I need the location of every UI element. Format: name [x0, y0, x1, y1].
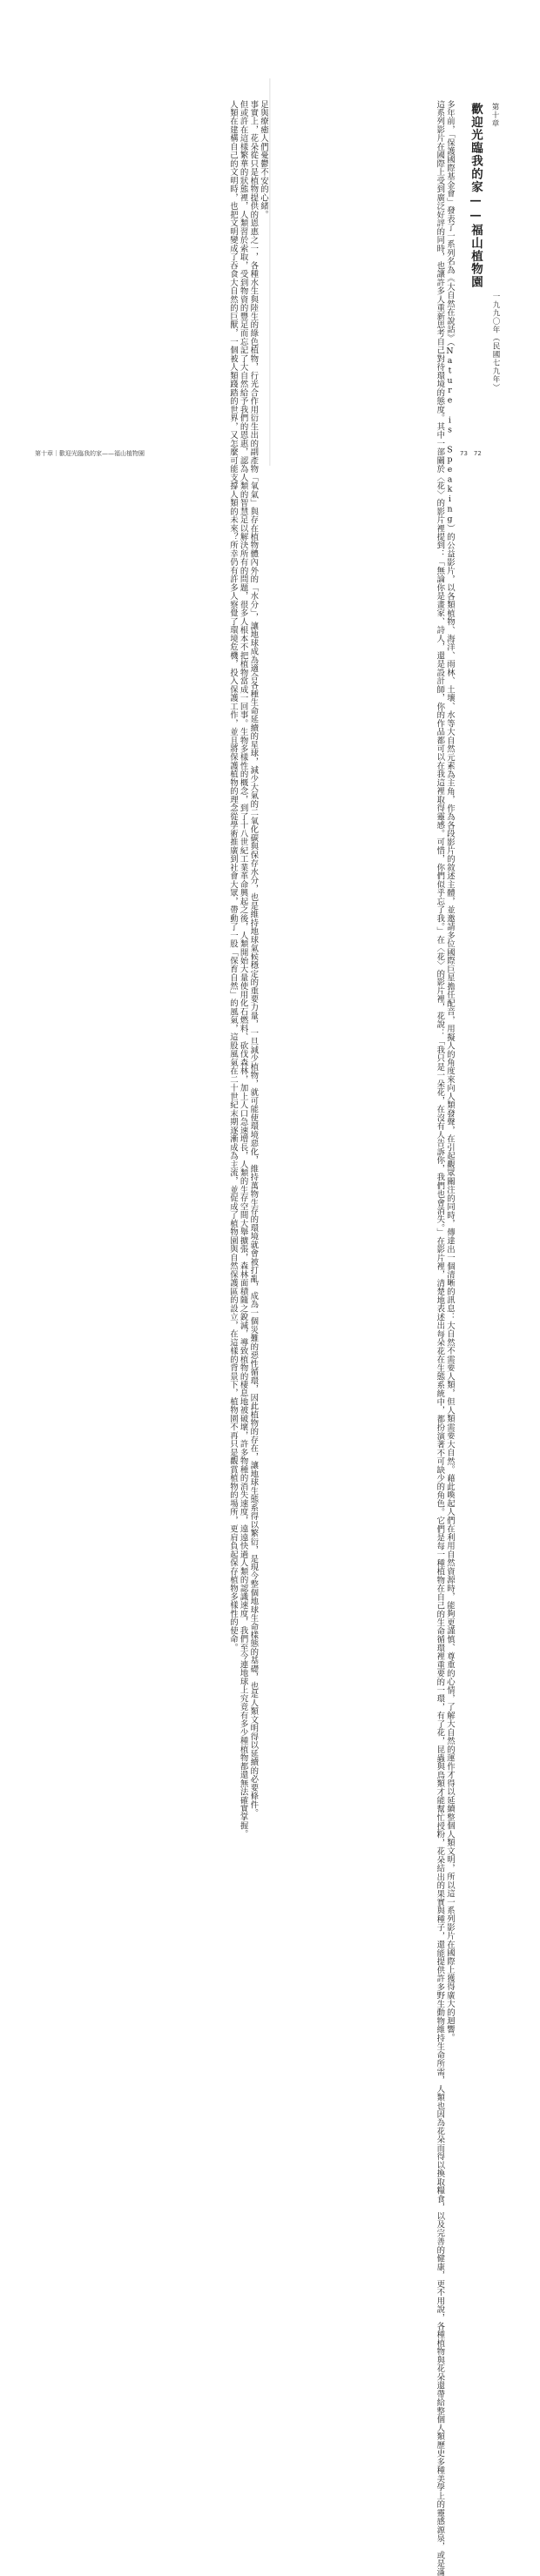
- left-paragraph-1: 足與療癒人們憂鬱不安的心緒。: [259, 100, 268, 219]
- left-running-footer: 第十章｜歡迎光臨我的家——福山植物園: [35, 450, 145, 457]
- left-paragraph-2: 事實上，花朵從只是植物提供的恩惠之一，各種水生與陸生的綠色植物，行光合作用衍生出的副產物「氧氣」與存在植物體內外的「水分」，讓地球成為適合各種生命延續的星球，減少大氣的二氧化碳與保存水分，也是維持地球氣候穩定的重要力量，一旦減少植物，就可能使環境惡化，維持萬物生存的環境就會被打亂，成為一個災難的惡性循環，因此植物的存在，讓地球生態系得以繁衍，是現今整個地球生命樣態的基礎，也是人類文明得以延續的必要條件。: [248, 100, 259, 1818]
- chapter-label: 第十章: [490, 103, 499, 128]
- left-paragraph-4: 人類在建構自己的文明時，也把文明變成了吞食大自然的巨獸，一個被人類踐踏的世界，又怎麼可能支撐人類的未來？所幸仍有許多人察覺了環境危機，投入保護工作，並且將保護植物的理念從學術推廣到社會大眾，帶動了一股「保育自然」的風氣，這股風氣在二十世紀末期逐漸成為主流，並促成了植物園與自然保護區的設立，在這樣的背景下，植物園不再只是觀賞植物的場所，更肩負起保存植物多樣性的使命。: [227, 100, 238, 1652]
- left-paragraph-3: 但或許在這樣繁華的狀態裡，人類習於索取，受到物資的豐足而忘記了大自然給予我們的恩惠，認為人類的智慧足以解決所有的問題，很多人根本不把植物當成一回事。生物多樣性的概念，到了十八世紀工業革命興起之後，人類開始大量使用化石燃料、砍伐森林，加上人口急速增長，人類的生存空間大舉擴張，森林面積隨之銳減，導致植物的棲息地被破壞，許多物種的消失速度，遠遠快過人類的認識速度，我們至今連地球上究竟有多少種植物都還無法確實掌握。: [238, 100, 248, 1839]
- page-gutter: [269, 78, 271, 466]
- chapter-date: 一九九〇年（民國七九年）: [491, 293, 500, 392]
- right-paragraph-2: 這系列影片在國際上受到廣泛好評的同時，也讓許多人重新思考自己對待環境的態度。其中一部關於〈花〉的影片裡提到：「無論你是畫家、詩人，還是設計師，你的作品都可以在我這裡取得靈感。可惜，你們似乎忘了我。」在〈花〉的影片裡，花說：「我只是一朵花，在沒有人告訴你，我們也會消失。」在影片裡，清楚地表述出每朵花在生態系統中，都扮演著不可缺少的角色。它們是每一種植物在自己的生命循環裡重要的一環，有了花，昆蟲與鳥類才能幫忙授粉，花朵結出的果實與種子，還能提供許多野生動物維持生命所需，人類也因為花朵而得以換取糧食，以及完善的健康，更不用說，各種植物與花朵還帶給整個人類歷史多種美學上的靈感源泉，或是滿: [435, 100, 445, 2576]
- right-paragraph-1: 多年前，「保護國際基金會」發表了一系列名為《大自然在說話》（Nature is Speaking）的公益影片，以各類植物、海洋、雨林、土壤、水等大自然元素為主角，作為各段影片的敘述主體，並邀請多位國際巨星擔任配音，用擬人的角度來向人類發聲，在引起觀眾關注的同時，傳達出一個清晰的訊息：大自然不需要人類，但人類需要大自然。藉此喚起人們在利用自然資源時，能夠更謹慎、尊重的心情，了解大自然的運作才得以延續整個人類文明，所以這一系列影片在國際上獲得廣大的迴響。: [445, 100, 455, 2042]
- right-page-body: [302, 100, 455, 2576]
- chapter-title: 歡迎光臨我的家——福山植物園: [469, 103, 483, 289]
- page-numbers: 73 72: [460, 450, 482, 457]
